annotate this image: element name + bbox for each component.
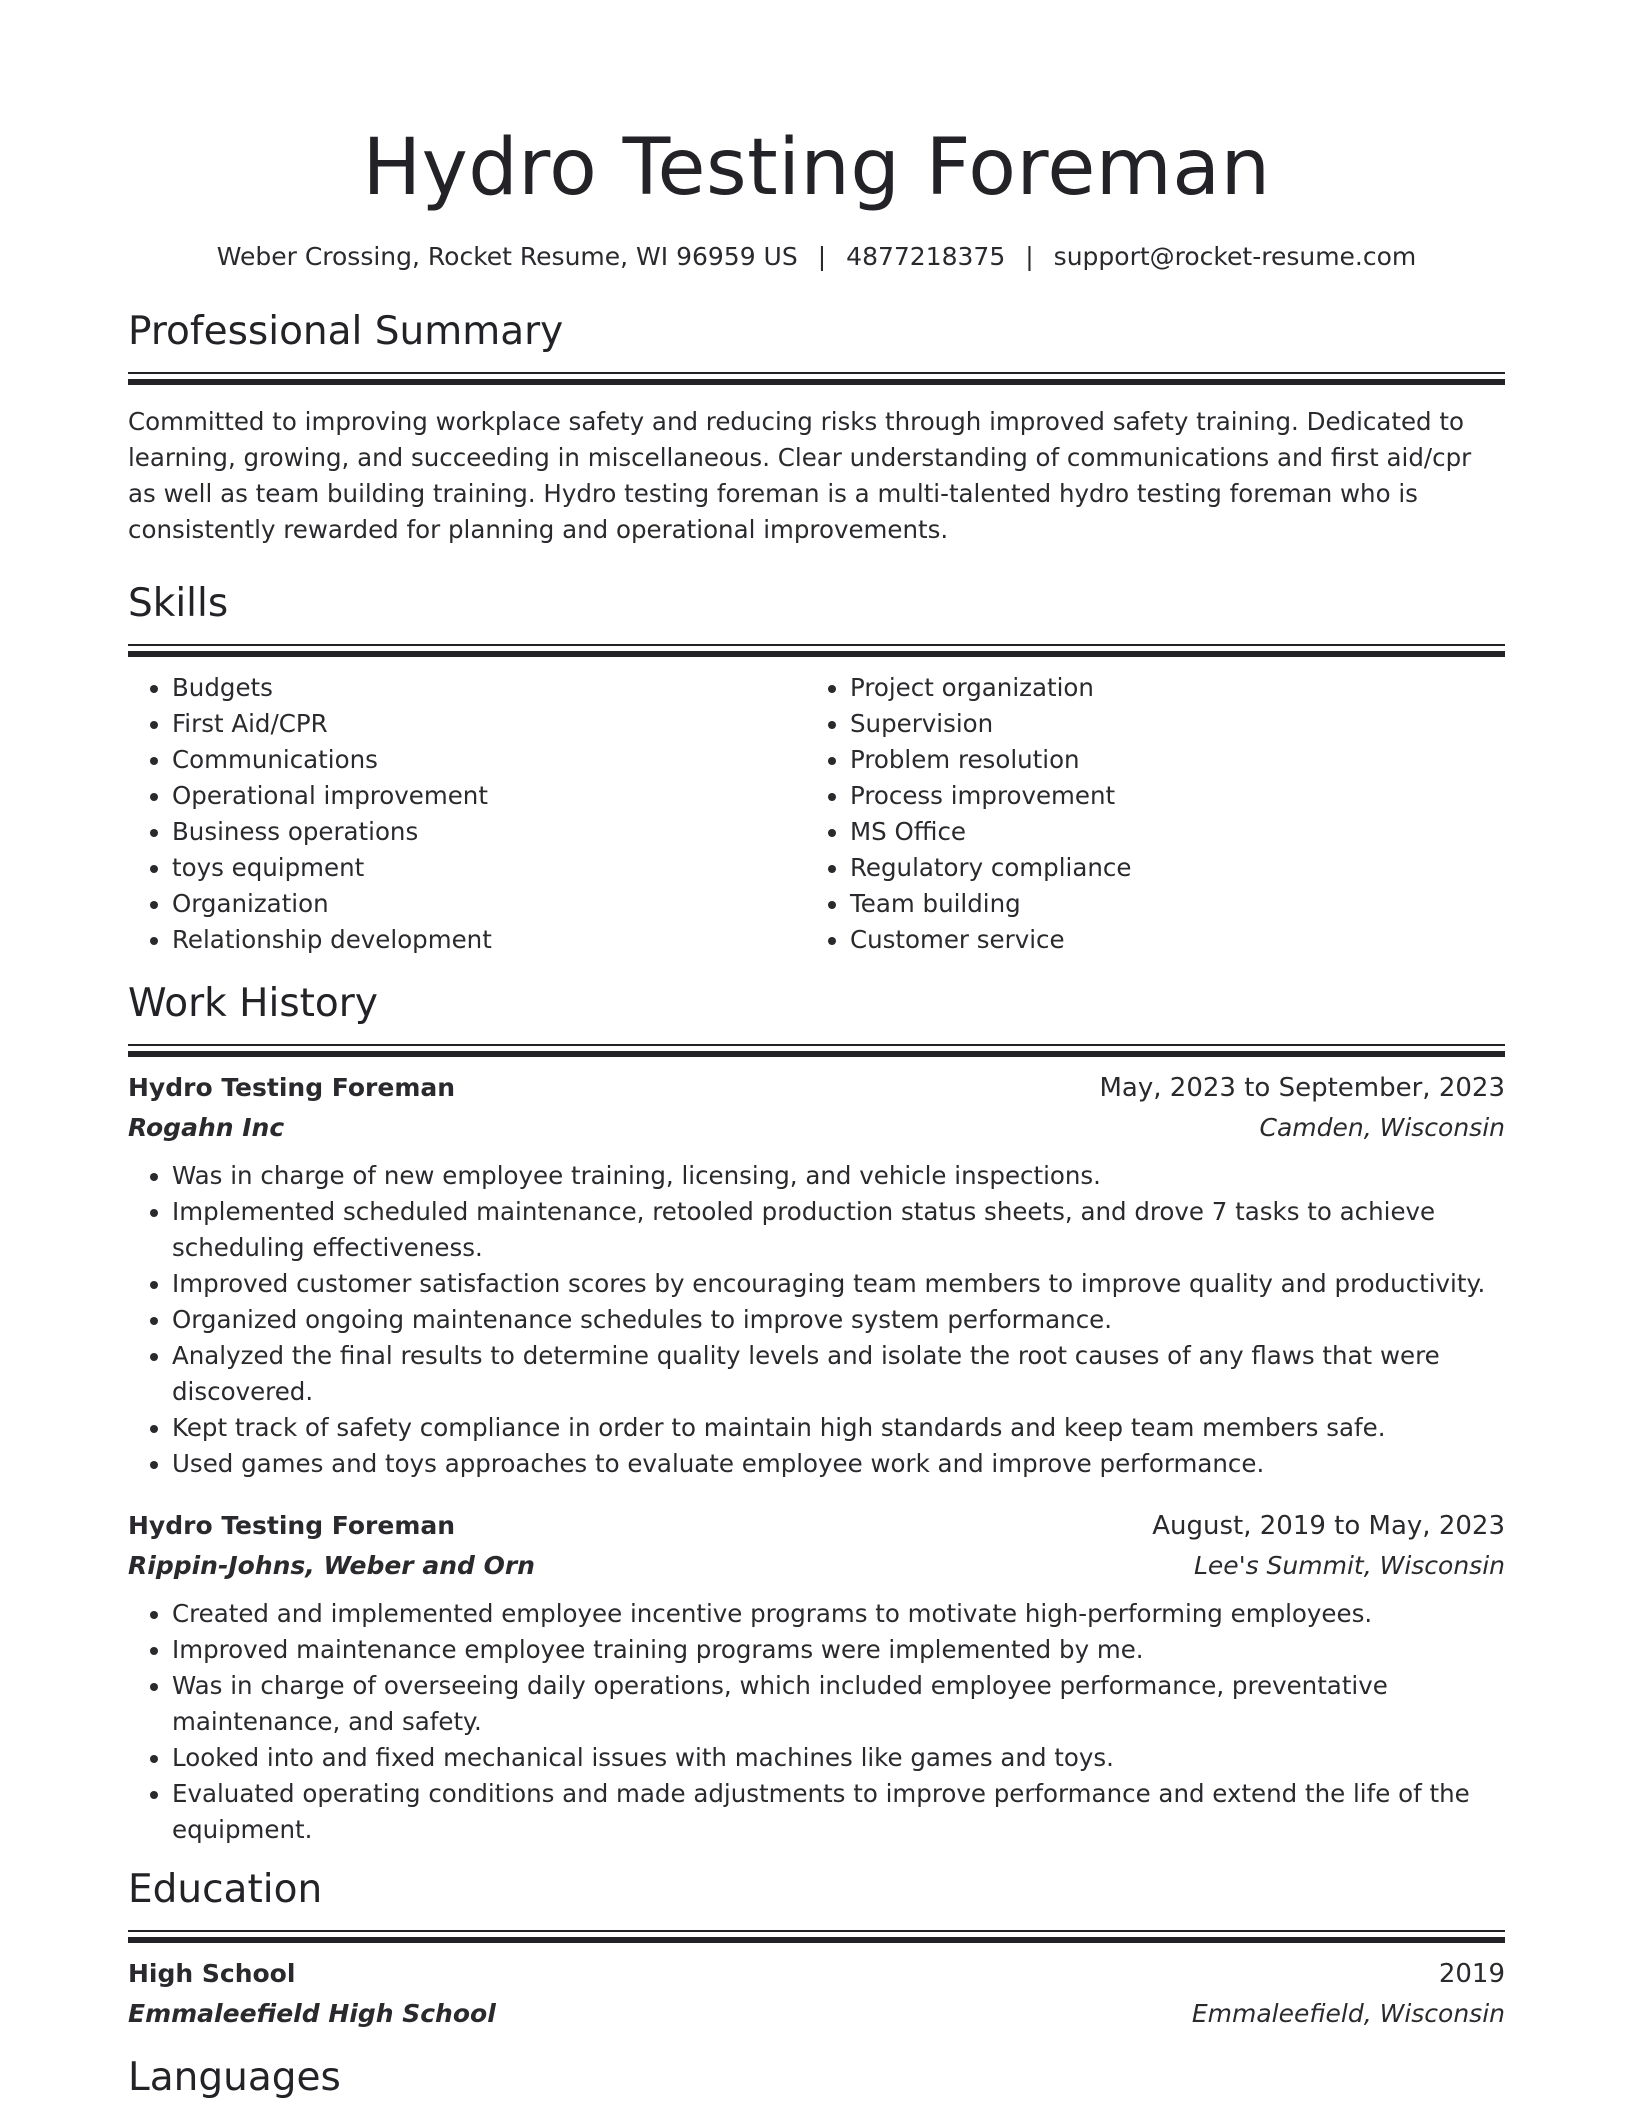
summary-text: Committed to improving workplace safety and reducing risks through improved safety training. Dedicated to learning, growing, and succeeding in miscellaneous. Clear understanding of communications and first aid/cpr as well as team building training. Hydro testing foreman is a multi-talented hydro testing foreman who is consistently rewarded for planning and operational improvements. xyxy=(128,407,1472,544)
skill-item: • Supervision xyxy=(850,706,1484,742)
skill-item: • Organization xyxy=(172,886,806,922)
skill-item: • Operational improvement xyxy=(172,778,806,814)
skill-item: • Team building xyxy=(850,886,1484,922)
job-bullet: • Evaluated operating conditions and made adjustments to improve performance and extend the life of the equipment. xyxy=(172,1776,1505,1848)
skill-item: • MS Office xyxy=(850,814,1484,850)
section-heading-education: Education xyxy=(128,1867,323,1912)
job-location: Lee's Summit, Wisconsin xyxy=(1194,1551,1505,1580)
job-bullets xyxy=(128,1158,1505,1482)
section-heading-summary: Professional Summary xyxy=(128,309,564,354)
job-entry xyxy=(128,1068,1505,1482)
section-heading-skills: Skills xyxy=(128,581,229,626)
skill-item: • First Aid/CPR xyxy=(172,706,806,742)
job-dates: May, 2023 to September, 2023 xyxy=(1099,1073,1505,1103)
skills-list-left xyxy=(128,670,806,958)
skill-item: • Relationship development xyxy=(172,922,806,958)
job-bullet: • Used games and toys approaches to evaluate employee work and improve performance. xyxy=(172,1446,1505,1482)
education-entry xyxy=(128,1954,1505,2034)
job-bullet: • Improved customer satisfaction scores by encouraging team members to improve quality and productivity. xyxy=(172,1266,1505,1302)
skill-item: • toys equipment xyxy=(172,850,806,886)
skills-list-right xyxy=(806,670,1484,958)
job-bullet: • Kept track of safety compliance in order to maintain high standards and keep team members safe. xyxy=(172,1410,1505,1446)
job-bullet: • Was in charge of new employee training, licensing, and vehicle inspections. xyxy=(172,1158,1505,1194)
section-divider xyxy=(128,372,1505,388)
education-section xyxy=(128,1866,1505,2034)
section-divider xyxy=(128,1044,1505,1060)
job-dates: August, 2019 to May, 2023 xyxy=(1152,1511,1505,1541)
job-bullet: • Looked into and fixed mechanical issues with machines like games and toys. xyxy=(172,1740,1505,1776)
skill-item: • Business operations xyxy=(172,814,806,850)
job-entry xyxy=(128,1506,1505,1848)
job-company: Rogahn Inc xyxy=(128,1113,285,1142)
work-history-section xyxy=(128,980,1505,1848)
contact-separator: | xyxy=(817,242,827,271)
education-degree: High School xyxy=(128,1959,296,1988)
job-title: Hydro Testing Foreman xyxy=(128,1073,456,1102)
job-location: Camden, Wisconsin xyxy=(1259,1113,1505,1142)
section-heading-work-history: Work History xyxy=(128,981,378,1026)
education-school: Emmaleefield High School xyxy=(128,1999,496,2028)
summary-section xyxy=(128,308,1505,548)
skill-item: • Customer service xyxy=(850,922,1484,958)
contact-line xyxy=(128,240,1505,274)
section-divider xyxy=(128,1930,1505,1946)
skill-item: • Budgets xyxy=(172,670,806,706)
skill-item: • Communications xyxy=(172,742,806,778)
skill-item: • Project organization xyxy=(850,670,1484,706)
skills-section xyxy=(128,580,1505,958)
education-header-row xyxy=(128,1954,1505,1994)
skills-columns xyxy=(128,670,1505,958)
job-bullet: • Analyzed the final results to determine quality levels and isolate the root causes of any flaws that were discovered. xyxy=(172,1338,1505,1410)
skill-item: • Process improvement xyxy=(850,778,1484,814)
languages-section xyxy=(128,2054,1505,2102)
job-header-row xyxy=(128,1506,1505,1546)
job-bullet: • Improved maintenance employee training programs were implemented by me. xyxy=(172,1632,1505,1668)
job-bullet: • Created and implemented employee incentive programs to motivate high-performing employees. xyxy=(172,1596,1505,1632)
section-divider xyxy=(128,644,1505,660)
section-heading-languages: Languages xyxy=(128,2055,341,2100)
skill-item: • Problem resolution xyxy=(850,742,1484,778)
job-company-row xyxy=(128,1546,1505,1586)
resume-page xyxy=(128,0,1505,2102)
education-location: Emmaleefield, Wisconsin xyxy=(1191,1999,1505,2028)
education-school-row xyxy=(128,1994,1505,2034)
education-year: 2019 xyxy=(1438,1959,1505,1989)
job-bullet: • Was in charge of overseeing daily operations, which included employee performance, preventative maintenance, and safety. xyxy=(172,1668,1505,1740)
contact-separator: | xyxy=(1025,242,1034,271)
job-company: Rippin-Johns, Weber and Orn xyxy=(128,1551,535,1580)
resume-name: Hydro Testing Foreman xyxy=(362,123,1271,213)
job-title: Hydro Testing Foreman xyxy=(128,1511,456,1540)
job-bullets xyxy=(128,1596,1505,1848)
contact-email[interactable]: support@rocket-resume.com xyxy=(1053,242,1417,271)
job-bullet: • Organized ongoing maintenance schedules to improve system performance. xyxy=(172,1302,1505,1338)
skill-item: • Regulatory compliance xyxy=(850,850,1484,886)
job-header-row xyxy=(128,1068,1505,1108)
job-bullet: • Implemented scheduled maintenance, retooled production status sheets, and drove 7 tasks to achieve scheduling effectiveness. xyxy=(172,1194,1505,1266)
contact-phone: 4877218375 xyxy=(846,242,1006,271)
job-company-row xyxy=(128,1108,1505,1148)
contact-address: Weber Crossing, Rocket Resume, WI 96959 US xyxy=(216,242,798,271)
